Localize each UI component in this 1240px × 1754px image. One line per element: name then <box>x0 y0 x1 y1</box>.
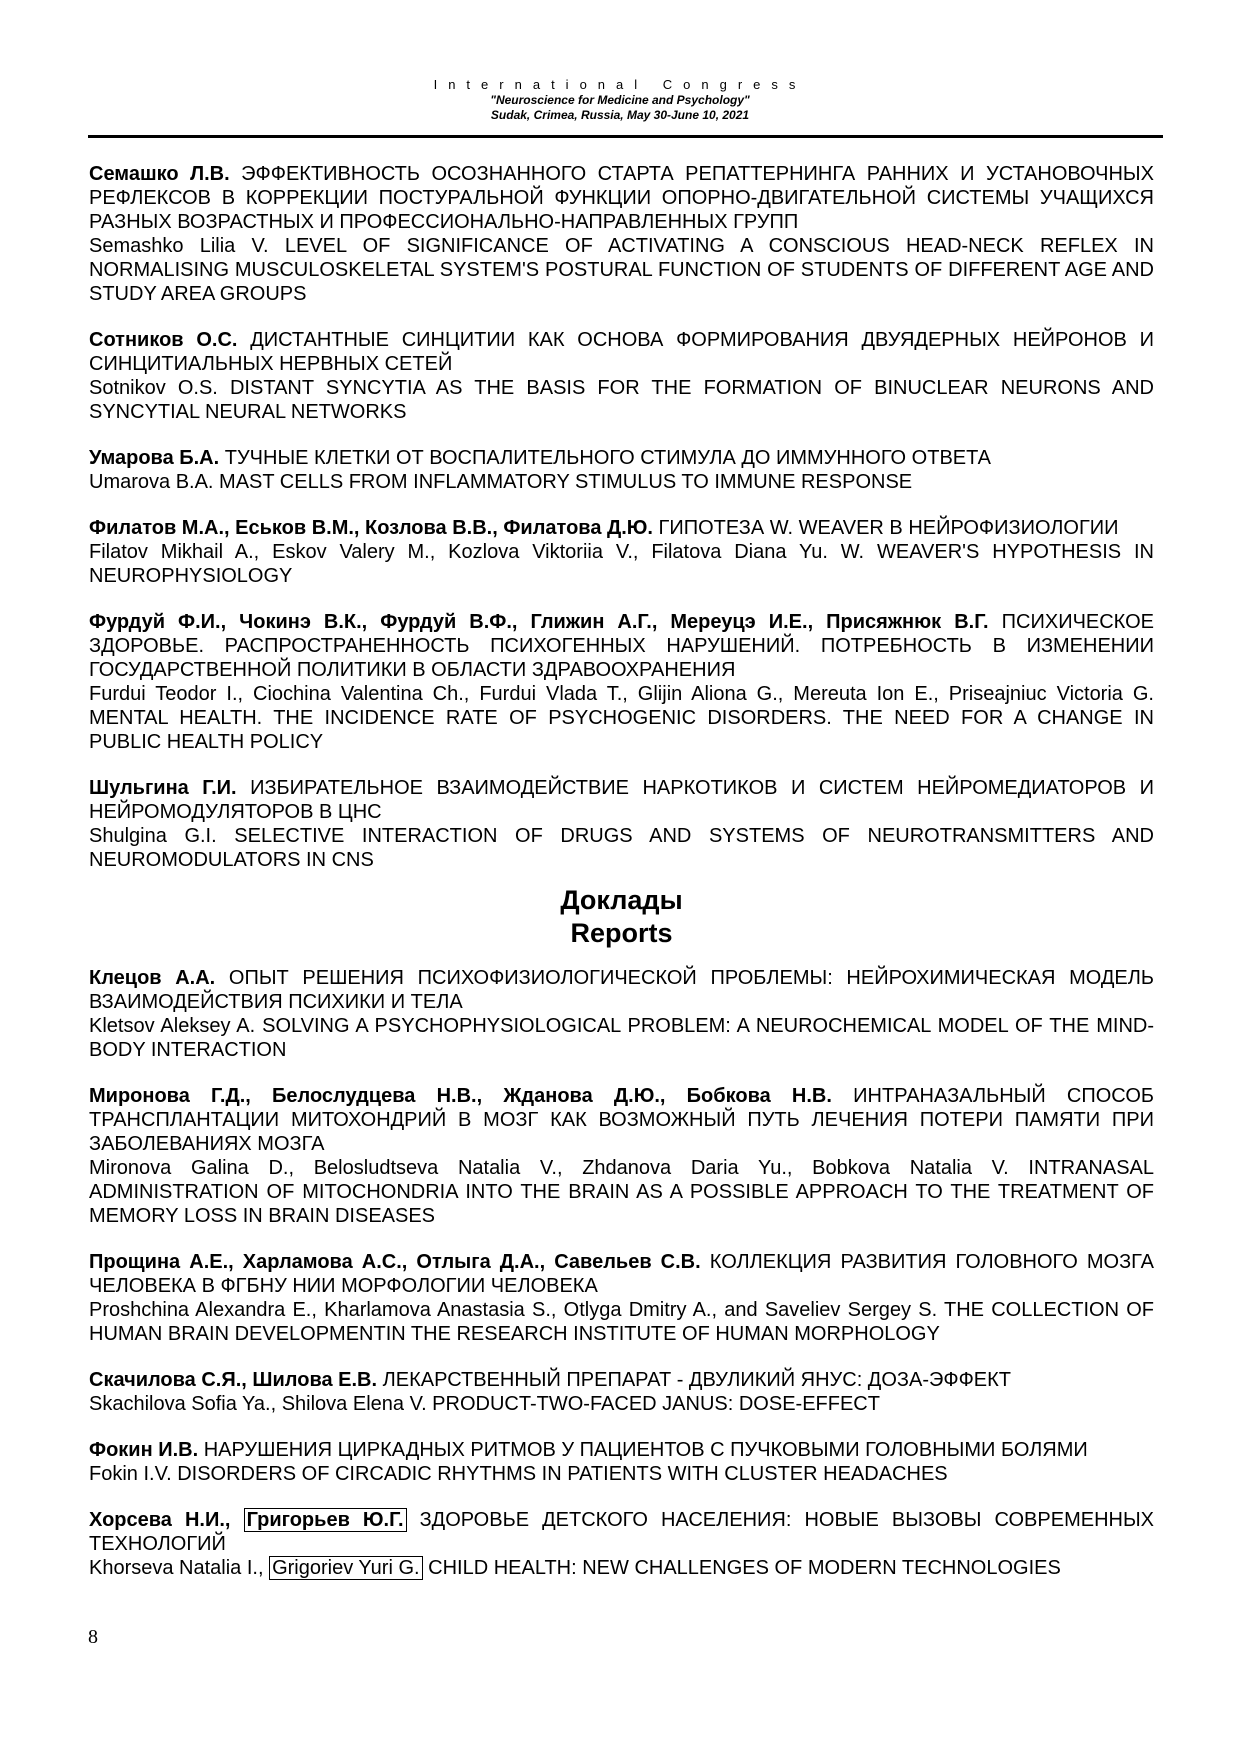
entry-authors-ru: Скачилова С.Я., Шилова Е.В. <box>89 1369 378 1391</box>
entry-russian <box>89 776 1154 824</box>
congress-title: International Congress <box>433 77 807 92</box>
entry-title-ru: ПСИХИЧЕСКОЕ ЗДОРОВЬЕ. РАСПРОСТРАНЕННОСТЬ ПСИХОГЕННЫХ НАРУШЕНИЙ. ПОТРЕБНОСТЬ В ИЗМЕНЕНИИ ГОСУДАРСТВЕННОЙ ПОЛИТИКИ В ОБЛАСТИ ЗДРАВООХРАНЕНИЯ <box>89 611 1154 681</box>
entry-english: Furdui Teodor I., Ciochina Valentina Ch., Furdui Vlada T., Glijin Aliona G., Mereuta Ion E., Priseajniuc Victoria G. MENTAL HEALTH. THE INCIDENCE RATE OF PSYCHOGENIC DISORDERS. THE NEED FOR A CHANGE IN PUBLIC HEALTH POLICY <box>89 683 1154 753</box>
page-header <box>0 76 1240 123</box>
section-heading <box>89 884 1154 950</box>
entry-title-en: CHILD HEALTH: NEW CHALLENGES OF MODERN TECHNOLOGIES <box>428 1557 1061 1579</box>
section-title-ru: Доклады <box>560 885 683 915</box>
section-title-en: Reports <box>570 918 673 948</box>
entry-russian <box>89 1438 1154 1462</box>
entry-authors-ru: Фокин И.В. <box>89 1439 199 1461</box>
entry-title-ru: ИЗБИРАТЕЛЬНОЕ ВЗАИМОДЕЙСТВИЕ НАРКОТИКОВ И СИСТЕМ НЕЙРОМЕДИАТОРОВ И НЕЙРОМОДУЛЯТОРОВ В ЦНС <box>89 777 1154 823</box>
entry-russian <box>89 516 1154 540</box>
abstract-entry <box>89 328 1154 424</box>
congress-subtitle: "Neuroscience for Medicine and Psychology" <box>490 93 750 107</box>
abstract-entry <box>89 162 1154 306</box>
entry-authors-ru: Умарова Б.А. <box>89 447 220 469</box>
entry-title-ru: НАРУШЕНИЯ ЦИРКАДНЫХ РИТМОВ У ПАЦИЕНТОВ С ПУЧКОВЫМИ ГОЛОВНЫМИ БОЛЯМИ <box>203 1439 1088 1461</box>
entry-english: Semashko Lilia V. LEVEL OF SIGNIFICANCE OF ACTIVATING A CONSCIOUS HEAD-NECK REFLEX IN NORMALISING MUSCULOSKELETAL SYSTEM'S POSTURAL FUNCTION OF STUDENTS OF DIFFERENT AGE AND STUDY AREA GROUPS <box>89 235 1154 305</box>
entry-russian <box>89 1508 1154 1556</box>
entry-english: Umarova B.A. MAST CELLS FROM INFLAMMATORY STIMULUS TO IMMUNE RESPONSE <box>89 471 913 493</box>
entry-english: Filatov Mikhail A., Eskov Valery M., Kozlova Viktoriia V., Filatova Diana Yu. W. WEAVER'S HYPOTHESIS IN NEUROPHYSIOLOGY <box>89 541 1154 587</box>
entries-after <box>89 966 1154 1486</box>
entry-title-ru: ГИПОТЕЗА W. WEAVER В НЕЙРОФИЗИОЛОГИИ <box>658 517 1119 539</box>
entry-english: Kletsov Aleksey A. SOLVING A PSYCHOPHYSIOLOGICAL PROBLEM: A NEUROCHEMICAL MODEL OF THE MIND-BODY INTERACTION <box>89 1015 1154 1061</box>
entry-authors-ru: Семашко Л.В. <box>89 163 230 185</box>
entry-russian <box>89 1084 1154 1156</box>
entry-english: Fokin I.V. DISORDERS OF CIRCADIC RHYTHMS IN PATIENTS WITH CLUSTER HEADACHES <box>89 1463 948 1485</box>
header-rule <box>88 135 1163 138</box>
entry-authors-ru: Клецов А.А. <box>89 967 216 989</box>
entry-english: Sotnikov O.S. DISTANT SYNCYTIA AS THE BASIS FOR THE FORMATION OF BINUCLEAR NEURONS AND SYNCYTIAL NEURAL NETWORKS <box>89 377 1154 423</box>
entry-authors-en: Khorseva Natalia I., <box>89 1557 264 1579</box>
entry-authors-ru: Сотников О.С. <box>89 329 238 351</box>
entry-russian <box>89 328 1154 376</box>
entry-russian <box>89 610 1154 682</box>
abstract-entry <box>89 776 1154 872</box>
abstract-list <box>89 162 1154 1602</box>
entry-russian <box>89 162 1154 234</box>
entry-title-ru: КОЛЛЕКЦИЯ РАЗВИТИЯ ГОЛОВНОГО МОЗГА ЧЕЛОВЕКА В ФГБНУ НИИ МОРФОЛОГИИ ЧЕЛОВЕКА <box>89 1251 1154 1297</box>
entry-title-ru: ДИСТАНТНЫЕ СИНЦИТИИ КАК ОСНОВА ФОРМИРОВАНИЯ ДВУЯДЕРНЫХ НЕЙРОНОВ И СИНЦИТИАЛЬНЫХ НЕРВНЫХ СЕТЕЙ <box>89 329 1154 375</box>
entry-title-ru: ИНТРАНАЗАЛЬНЫЙ СПОСОБ ТРАНСПЛАНТАЦИИ МИТОХОНДРИЙ В МОЗГ КАК ВОЗМОЖНЫЙ ПУТЬ ЛЕЧЕНИЯ ПОТЕРИ ПАМЯТИ ПРИ ЗАБОЛЕВАНИЯХ МОЗГА <box>89 1085 1154 1155</box>
boxed-author-en: Grigoriev Yuri G. <box>269 1556 422 1580</box>
entry-russian <box>89 1368 1154 1392</box>
abstract-entry <box>89 1250 1154 1346</box>
abstract-entry <box>89 1084 1154 1228</box>
abstract-entry <box>89 446 1154 494</box>
page-number: 8 <box>88 1626 98 1648</box>
entry-title-ru: ТУЧНЫЕ КЛЕТКИ ОТ ВОСПАЛИТЕЛЬНОГО СТИМУЛА ДО ИММУННОГО ОТВЕТА <box>224 447 992 469</box>
entry-authors-ru: Миронова Г.Д., Белослудцева Н.В., Жданова Д.Ю., Бобкова Н.В. <box>89 1085 832 1107</box>
abstract-entry <box>89 1508 1154 1580</box>
entry-english <box>89 1556 1154 1580</box>
entry-english: Mironova Galina D., Belosludtseva Natalia V., Zhdanova Daria Yu., Bobkova Natalia V. INTRANASAL ADMINISTRATION OF MITOCHONDRIA INTO THE BRAIN AS A POSSIBLE APPROACH TO THE TREATMENT OF MEMORY LOSS IN BRAIN DISEASES <box>89 1157 1154 1227</box>
entry-authors-ru: Филатов М.А., Еськов В.М., Козлова В.В., Филатова Д.Ю. <box>89 517 653 539</box>
entry-authors-ru: Фурдуй Ф.И., Чокинэ В.К., Фурдуй В.Ф., Глижин А.Г., Мереуцэ И.Е., Присяжнюк В.Г. <box>89 611 989 633</box>
boxed-author-ru: Григорьев Ю.Г. <box>244 1508 407 1532</box>
entry-russian <box>89 446 1154 470</box>
entry-russian <box>89 1250 1154 1298</box>
entry-title-ru: ЗДОРОВЬЕ ДЕТСКОГО НАСЕЛЕНИЯ: НОВЫЕ ВЫЗОВЫ СОВРЕМЕННЫХ ТЕХНОЛОГИЙ <box>89 1509 1154 1555</box>
abstract-entry <box>89 966 1154 1062</box>
abstract-entry <box>89 516 1154 588</box>
entry-title-ru: ЭФФЕКТИВНОСТЬ ОСОЗНАННОГО СТАРТА РЕПАТТЕРНИНГА РАННИХ И УСТАНОВОЧНЫХ РЕФЛЕКСОВ В КОРРЕКЦИИ ПОСТУРАЛЬНОЙ ФУНКЦИИ ОПОРНО-ДВИГАТЕЛЬНОЙ СИСТЕМЫ УЧАЩИХСЯ РАЗНЫХ ВОЗРАСТНЫХ И ПРОФЕССИОНАЛЬНО-НАПРАВЛЕННЫХ ГРУПП <box>89 163 1154 233</box>
entry-authors-ru: Прощина А.Е., Харламова А.С., Отлыга Д.А., Савельев С.В. <box>89 1251 701 1273</box>
congress-location-dates: Sudak, Crimea, Russia, May 30-June 10, 2021 <box>490 108 750 122</box>
entry-russian <box>89 966 1154 1014</box>
entry-english: Skachilova Sofia Ya., Shilova Elena V. PRODUCT-TWO-FACED JANUS: DOSE-EFFECT <box>89 1393 880 1415</box>
abstract-entry <box>89 1368 1154 1416</box>
entry-authors-ru: Шульгина Г.И. <box>89 777 237 799</box>
entry-title-ru: ОПЫТ РЕШЕНИЯ ПСИХОФИЗИОЛОГИЧЕСКОЙ ПРОБЛЕМЫ: НЕЙРОХИМИЧЕСКАЯ МОДЕЛЬ ВЗАИМОДЕЙСТВИЯ ПСИХИКИ И ТЕЛА <box>89 967 1155 1013</box>
entry-english: Shulgina G.I. SELECTIVE INTERACTION OF DRUGS AND SYSTEMS OF NEUROTRANSMITTERS AND NEUROMODULATORS IN CNS <box>89 825 1154 871</box>
entry-authors-ru: Хорсева Н.И., <box>89 1509 231 1531</box>
abstract-entry <box>89 1438 1154 1486</box>
entry-english: Proshchina Alexandra E., Kharlamova Anastasia S., Otlyga Dmitry A., and Saveliev Sergey S. THE COLLECTION OF HUMAN BRAIN DEVELOPMENTIN THE RESEARCH INSTITUTE OF HUMAN MORPHOLOGY <box>89 1299 1154 1345</box>
entries-before <box>89 162 1154 872</box>
abstract-entry <box>89 610 1154 754</box>
entry-title-ru: ЛЕКАРСТВЕННЫЙ ПРЕПАРАТ - ДВУЛИКИЙ ЯНУС: ДОЗА-ЭФФЕКТ <box>382 1369 1011 1391</box>
